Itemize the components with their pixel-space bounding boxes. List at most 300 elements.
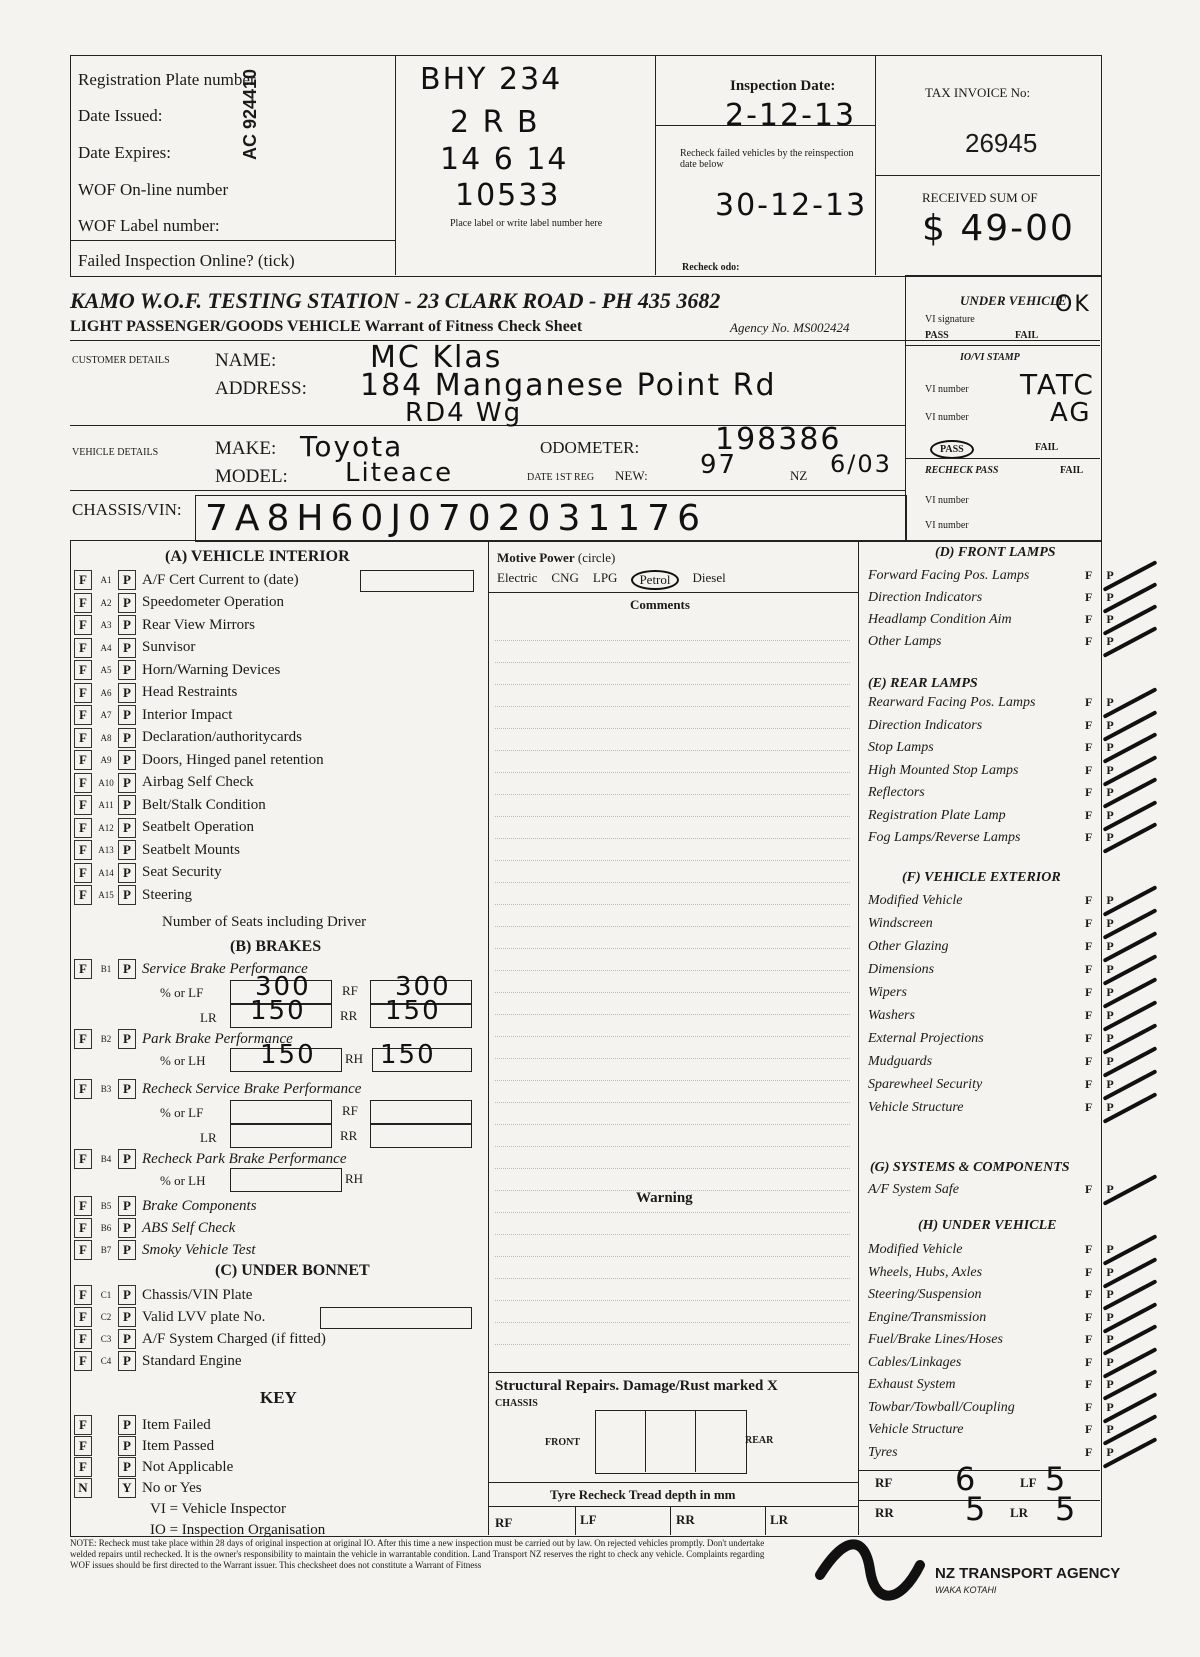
status-f[interactable]: F (74, 818, 92, 838)
item-label: Valid LVV plate No. (142, 1308, 266, 1325)
status-f[interactable]: F (1085, 1242, 1093, 1256)
status-f[interactable]: F (1085, 634, 1093, 648)
key-label: Item Passed (142, 1437, 215, 1454)
check-item-label: High Mounted Stop Lamps (868, 762, 1019, 778)
key-title: KEY (260, 1388, 297, 1407)
status-f[interactable]: F (1085, 1332, 1093, 1346)
item-code: A10 (98, 777, 114, 788)
make-label: MAKE: (215, 438, 277, 459)
status-p[interactable]: P (1106, 1031, 1114, 1045)
recheck-rr-box[interactable] (370, 1124, 472, 1148)
pass-fail-marks[interactable] (1085, 740, 1114, 755)
comment-line[interactable] (495, 640, 850, 641)
key-row (74, 1414, 211, 1436)
status-f[interactable]: F (1085, 1264, 1093, 1279)
tyre-rf-label: RF (495, 1515, 513, 1530)
status-f[interactable]: F (74, 570, 92, 590)
pass-fail-marks[interactable] (1085, 1077, 1114, 1092)
status-p[interactable]: P (1106, 1332, 1114, 1346)
pass-fail-marks[interactable] (1085, 962, 1114, 977)
status-f[interactable]: F (1085, 893, 1093, 907)
motive-circle-hint: (circle) (577, 550, 616, 565)
comment-line[interactable] (495, 1014, 850, 1015)
vi-number-label-3: VI number (925, 495, 969, 506)
odometer-value: 198386 (715, 422, 842, 457)
comment-line[interactable] (495, 1300, 850, 1301)
status-f[interactable]: F (1085, 740, 1093, 754)
recheck-rf-box[interactable] (370, 1100, 472, 1124)
checklist-row (74, 817, 254, 839)
vi-number-label-4: VI number (925, 520, 969, 531)
pass-label-2: PASS (930, 440, 974, 459)
status-p[interactable]: P (118, 638, 136, 658)
status-f[interactable]: F (74, 683, 92, 703)
item-label: A/F Cert Current to (date) (142, 571, 299, 588)
status-p[interactable]: P (118, 593, 136, 613)
pass-fail-marks[interactable] (1085, 590, 1114, 605)
date-expires-value: 14 6 14 (440, 142, 569, 177)
agency-number: Agency No. MS002424 (730, 320, 850, 335)
key-label: No or Yes (142, 1479, 202, 1496)
checklist-row (74, 862, 222, 884)
comment-line[interactable] (495, 970, 850, 971)
comment-line[interactable] (495, 1146, 850, 1147)
status-f[interactable]: F (1085, 985, 1093, 999)
pass-fail-marks[interactable] (1085, 830, 1114, 845)
received-sum-label: RECEIVED SUM OF (922, 190, 1038, 205)
status-f[interactable]: F (1085, 1077, 1093, 1091)
check-item-label: Mudguards (868, 1054, 933, 1069)
comment-line[interactable] (495, 1278, 850, 1279)
motive-electric[interactable]: Electric (497, 570, 538, 585)
check-item-label: Steering/Suspension (868, 1287, 982, 1302)
status-f[interactable]: F (74, 863, 92, 883)
status-f[interactable]: F (74, 638, 92, 658)
status-f[interactable]: F (74, 1351, 92, 1371)
comment-line[interactable] (495, 1234, 850, 1235)
check-item-label: Modified Vehicle (868, 1242, 963, 1257)
motive-lpg[interactable]: LPG (592, 570, 618, 585)
status-f[interactable]: F (74, 959, 92, 979)
brake-components-row: F B5 P Brake Components (74, 1195, 257, 1217)
status-f[interactable]: F (1085, 695, 1093, 709)
status-p[interactable]: P (118, 1307, 136, 1327)
wof-label-label: WOF Label number: (78, 216, 220, 235)
check-item-label: Engine/Transmission (868, 1309, 987, 1325)
brake-components-label: Brake Components (142, 1197, 257, 1214)
status-p[interactable]: P (1106, 717, 1114, 732)
abs-label: ABS Self Check (142, 1219, 236, 1236)
date-reg-label: DATE 1ST REG (527, 472, 595, 483)
status-p[interactable]: P (118, 1351, 136, 1371)
status-p[interactable]: P (1106, 612, 1114, 626)
comment-line[interactable] (495, 816, 850, 817)
checklist-row (74, 794, 266, 816)
status-p[interactable]: P (1106, 590, 1114, 604)
comment-line[interactable] (495, 1058, 850, 1059)
status-p[interactable]: P (1106, 695, 1114, 709)
comment-line[interactable] (495, 860, 850, 861)
nz-label: NZ (790, 468, 808, 483)
status-f[interactable]: F (1085, 962, 1093, 976)
park-brake-label: Park Brake Performance (142, 1030, 293, 1047)
status-p[interactable]: P (1106, 1444, 1114, 1459)
status-f[interactable]: F (74, 615, 92, 635)
comment-line[interactable] (495, 1080, 850, 1081)
lvv-plate-box[interactable] (320, 1307, 472, 1329)
comment-line[interactable] (495, 728, 850, 729)
status-p[interactable]: P (118, 1285, 136, 1305)
checklist-row (74, 1306, 265, 1328)
item-label: Sunvisor (142, 639, 196, 655)
status-f[interactable]: F (74, 728, 92, 748)
status-f[interactable]: F (1085, 568, 1093, 582)
status-p[interactable]: P (1106, 939, 1114, 953)
af-cert-date-box[interactable] (360, 570, 474, 592)
status-f[interactable]: F (1085, 1182, 1093, 1196)
service-brake-label: Service Brake Performance (142, 960, 308, 977)
checklist-row (74, 637, 195, 659)
status-p[interactable]: P (118, 959, 136, 979)
brake-park-row: F B2 P Park Brake Performance (74, 1028, 293, 1050)
checklist-row (74, 614, 255, 636)
item-code: A11 (98, 800, 114, 810)
status-p[interactable]: P (118, 1240, 136, 1260)
wof-online-value: 10533 (455, 178, 561, 213)
status-p[interactable]: P (118, 1218, 136, 1238)
comment-line[interactable] (495, 662, 850, 663)
status-p[interactable]: P (118, 1329, 136, 1349)
status-f[interactable]: F (1085, 1399, 1093, 1414)
comment-line[interactable] (495, 882, 850, 883)
status-p[interactable]: P (118, 1079, 136, 1099)
status-f[interactable]: F (74, 750, 92, 770)
chassis-label: CHASSIS/VIN: (72, 500, 182, 519)
recheck-lf-box[interactable] (230, 1100, 332, 1124)
item-code: C1 (100, 1290, 112, 1300)
status-f[interactable]: F (74, 1149, 92, 1169)
park-rh-value: 150 (380, 1040, 436, 1070)
checklist-row (74, 592, 284, 614)
check-item-label: External Projections (868, 1031, 984, 1046)
status-p[interactable]: P (1106, 1100, 1114, 1114)
item-code: A3 (100, 620, 112, 630)
status-f[interactable]: F (74, 1307, 92, 1327)
comment-line[interactable] (495, 1322, 850, 1323)
status-p[interactable]: P (1106, 830, 1114, 844)
pass-fail-marks[interactable] (1085, 695, 1114, 710)
status-p[interactable]: P (118, 1196, 136, 1216)
status-f[interactable]: F (74, 1029, 92, 1049)
pass-fail-marks[interactable] (1085, 1377, 1114, 1392)
vi-number-label-2: VI number (925, 412, 969, 423)
comment-line[interactable] (495, 684, 850, 685)
pass-fail-marks[interactable] (1085, 1182, 1114, 1197)
comment-line[interactable] (495, 772, 850, 773)
status-f[interactable]: F (1085, 830, 1093, 844)
pass-fail-marks[interactable] (1085, 1287, 1114, 1302)
chassis-diagram[interactable] (595, 1410, 747, 1474)
status-p[interactable]: P (118, 1149, 136, 1169)
status-p[interactable]: P (1106, 1309, 1114, 1324)
inspection-date-value: 2-12-13 (725, 98, 857, 133)
failed-online-label: Failed Inspection Online? (tick) (78, 251, 295, 270)
checklist-row (74, 749, 324, 771)
recheck-rr-label: RR (340, 1128, 358, 1143)
check-item-label: Vehicle Structure (868, 1422, 964, 1437)
status-f[interactable]: F (1085, 1354, 1093, 1369)
section-b-title: (B) BRAKES (230, 938, 322, 955)
comment-line[interactable] (495, 904, 850, 905)
status-p[interactable]: P (1106, 740, 1114, 754)
status-f[interactable]: F (74, 660, 92, 680)
comment-line[interactable] (495, 838, 850, 839)
check-item-label: Wheels, Hubs, Axles (868, 1264, 983, 1280)
check-item-label: Other Lamps (868, 634, 942, 649)
pass-fail-marks[interactable] (1085, 1332, 1114, 1347)
odometer-label: ODOMETER: (540, 438, 640, 457)
comment-line[interactable] (495, 1124, 850, 1125)
comment-line[interactable] (495, 992, 850, 993)
park-rh-label: RH (345, 1051, 364, 1066)
motive-title: Motive Power (497, 550, 575, 565)
check-item-label: Modified Vehicle (868, 893, 963, 908)
status-f[interactable]: F (1085, 1422, 1093, 1436)
status-f[interactable]: F (74, 795, 92, 815)
new-value: 97 (700, 450, 738, 480)
comment-line[interactable] (495, 1102, 850, 1103)
status-p[interactable]: P (1106, 1008, 1114, 1022)
comment-line[interactable] (495, 948, 850, 949)
check-item-label: Sparewheel Security (868, 1077, 983, 1092)
status-p[interactable]: P (1106, 1287, 1114, 1301)
status-f[interactable]: F (1085, 1287, 1093, 1301)
comment-line[interactable] (495, 750, 850, 751)
item-label: Declaration/authoritycards (142, 729, 302, 745)
comment-line[interactable] (495, 1344, 850, 1345)
pass-fail-marks[interactable] (1085, 1355, 1114, 1370)
status-f[interactable]: F (74, 1079, 92, 1099)
received-sum-value: $ 49-00 (922, 208, 1075, 249)
status-f[interactable]: F (74, 773, 92, 793)
pass-fail-marks[interactable] (1085, 1400, 1114, 1415)
status-p[interactable]: P (118, 615, 136, 635)
status-f[interactable]: F (1085, 717, 1093, 732)
comments-label: Comments (630, 597, 690, 612)
status-p[interactable]: P (118, 660, 136, 680)
status-p[interactable]: P (118, 840, 136, 860)
section-f-title: (F) VEHICLE EXTERIOR (902, 870, 1061, 885)
status-f[interactable]: F (1085, 1100, 1093, 1114)
pass-fail-marks[interactable] (1085, 634, 1114, 649)
item-label: Airbag Self Check (142, 774, 254, 790)
checklist-row (74, 884, 192, 906)
item-code: A8 (100, 732, 112, 743)
status-f[interactable]: F (1085, 785, 1093, 799)
service-lr-value: 150 (250, 996, 306, 1026)
pass-fail-marks[interactable] (1085, 893, 1114, 908)
smoky-label: Smoky Vehicle Test (142, 1241, 256, 1258)
status-p[interactable]: P (118, 728, 136, 748)
pass-fail-marks[interactable] (1085, 1422, 1114, 1437)
check-item-label: A/F System Safe (868, 1182, 959, 1197)
status-f[interactable]: F (74, 885, 92, 905)
pass-fail-marks[interactable] (1085, 939, 1114, 954)
pass-label-1: PASS (925, 330, 949, 341)
status-p[interactable]: P (1106, 1182, 1114, 1196)
item-label: Standard Engine (142, 1352, 242, 1369)
status-f[interactable]: F (1085, 1444, 1093, 1459)
status-p[interactable]: P (1106, 985, 1114, 999)
status-p[interactable]: P (1106, 962, 1114, 976)
label-hint: Place label or write label number here (450, 218, 603, 229)
comment-line[interactable] (495, 794, 850, 795)
service-rr-label: RR (340, 1008, 358, 1023)
comment-line[interactable] (495, 926, 850, 927)
status-p[interactable]: P (1106, 762, 1114, 777)
status-p[interactable]: P (118, 773, 136, 793)
status-f[interactable]: F (74, 1218, 92, 1238)
status-f[interactable]: F (74, 1240, 92, 1260)
pass-fail-marks[interactable] (1085, 1008, 1114, 1023)
pass-fail-marks[interactable] (1085, 1054, 1114, 1069)
check-item-label: Cables/Linkages (868, 1354, 962, 1370)
date-expires-label: Date Expires: (78, 143, 171, 162)
agency-maori: WAKA KOTAHI (935, 1585, 997, 1595)
side-serial-code: AC 924410 (240, 68, 260, 160)
status-p[interactable]: P (1106, 1354, 1114, 1369)
tyre-right-lr-value: 5 (1055, 1490, 1078, 1528)
reg-plate-label: Registration Plate number (78, 70, 256, 89)
motive-petrol[interactable]: Petrol (631, 570, 678, 590)
item-code: A9 (100, 755, 112, 765)
check-item-label: Windscreen (868, 916, 933, 931)
recheck-lr-box[interactable] (230, 1124, 332, 1148)
brake-service-row: F B1 P Service Brake Performance (74, 958, 308, 980)
status-p[interactable]: P (118, 570, 136, 590)
pass-fail-marks[interactable] (1085, 718, 1114, 733)
status-f[interactable]: F (1085, 939, 1093, 953)
status-p[interactable]: P (1106, 1422, 1114, 1436)
status-p[interactable]: P (1106, 807, 1114, 822)
item-code: A12 (98, 822, 114, 833)
structural-label: Structural Repairs. Damage/Rust marked X (495, 1378, 778, 1394)
item-code: A2 (100, 597, 112, 608)
status-p[interactable]: P (118, 795, 136, 815)
status-p[interactable]: P (118, 750, 136, 770)
status-f[interactable]: F (74, 705, 92, 725)
item-code: C2 (100, 1312, 112, 1322)
status-p[interactable]: P (1106, 1242, 1114, 1256)
pass-fail-marks[interactable] (1085, 1265, 1114, 1280)
status-f[interactable]: F (74, 593, 92, 613)
status-f[interactable]: F (1085, 590, 1093, 604)
fail-label-1: FAIL (1015, 330, 1039, 341)
brake-recheck-park-row: F B4 P Recheck Park Brake Performance (74, 1148, 347, 1170)
pass-fail-marks[interactable] (1085, 1242, 1114, 1257)
motive-cng[interactable]: CNG (551, 570, 579, 585)
pass-fail-marks[interactable] (1085, 916, 1114, 931)
status-p[interactable]: P (1106, 1054, 1114, 1068)
checklist-row (74, 1328, 326, 1350)
address-line2: RD4 Wg (405, 398, 523, 428)
status-f[interactable]: F (74, 1196, 92, 1216)
status-f[interactable]: F (1085, 762, 1093, 777)
status-p[interactable]: P (1106, 1377, 1114, 1391)
chassis-value: 7A8H60J0702031176 (205, 498, 707, 539)
address-line1: 184 Manganese Point Rd (360, 368, 777, 403)
check-item-label: Fuel/Brake Lines/Hoses (868, 1332, 1003, 1347)
status-p[interactable]: P (118, 818, 136, 838)
comment-line[interactable] (495, 1036, 850, 1037)
status-p[interactable]: P (118, 705, 136, 725)
status-p[interactable]: P (118, 683, 136, 703)
status-p[interactable]: P (118, 1029, 136, 1049)
pass-fail-marks[interactable] (1085, 808, 1114, 823)
status-p[interactable]: P (118, 863, 136, 883)
comment-line[interactable] (495, 1168, 850, 1169)
pass-fail-marks[interactable] (1085, 1310, 1114, 1325)
pass-fail-marks[interactable] (1085, 985, 1114, 1000)
item-label: Head Restraints (142, 684, 238, 700)
comment-line[interactable] (495, 706, 850, 707)
pass-fail-marks[interactable] (1085, 785, 1114, 800)
check-item-label: Towbar/Towball/Coupling (868, 1399, 1015, 1415)
status-f[interactable]: F (74, 1285, 92, 1305)
status-f[interactable]: F (74, 1329, 92, 1349)
checklist-row (74, 569, 299, 591)
status-p[interactable]: P (118, 885, 136, 905)
status-f[interactable]: F (1085, 916, 1093, 930)
status-f[interactable]: F (1085, 1309, 1093, 1324)
status-p[interactable]: P (1106, 785, 1114, 799)
status-p[interactable]: P (1106, 1264, 1114, 1279)
comment-line[interactable] (495, 1256, 850, 1257)
key-label: IO = Inspection Organisation (150, 1521, 326, 1538)
pass-fail-marks[interactable] (1085, 763, 1114, 778)
pass-fail-marks[interactable] (1085, 612, 1114, 627)
recheck-lr-label: LR (200, 1130, 217, 1145)
status-p[interactable]: P (1106, 568, 1114, 582)
comment-line[interactable] (495, 1212, 850, 1213)
status-f[interactable]: F (1085, 1031, 1093, 1045)
status-f[interactable]: F (1085, 807, 1093, 822)
status-p[interactable]: P (1106, 1399, 1114, 1414)
pass-fail-marks[interactable] (1085, 1445, 1114, 1460)
pass-fail-marks[interactable] (1085, 568, 1114, 583)
pass-fail-marks[interactable] (1085, 1031, 1114, 1046)
status-p[interactable]: P (1106, 1077, 1114, 1091)
check-item-label: Headlamp Condition Aim (868, 612, 1012, 627)
status-f[interactable]: F (1085, 1008, 1093, 1022)
customer-section-label: CUSTOMER DETAILS (72, 355, 170, 366)
status-f[interactable]: F (1085, 1054, 1093, 1068)
pass-fail-marks[interactable] (1085, 1100, 1114, 1115)
seats-label: Number of Seats including Driver (162, 914, 367, 930)
status-p[interactable]: P (1106, 916, 1114, 930)
status-f[interactable]: F (1085, 1377, 1093, 1391)
motive-diesel[interactable]: Diesel (692, 570, 726, 585)
recheck-lh-box[interactable] (230, 1168, 342, 1192)
status-p[interactable]: P (1106, 634, 1114, 648)
key-symbol-b: Y (118, 1478, 136, 1498)
status-f[interactable]: F (74, 840, 92, 860)
status-p[interactable]: P (1106, 893, 1114, 907)
status-f[interactable]: F (1085, 612, 1093, 626)
check-item-label: Other Glazing (868, 939, 949, 954)
footer-note: NOTE: Recheck must take place within 28 days of original inspection at original IO. After this time a new inspection must be carried out by law. On rejected vehicles promptly. Don't undertake welded repairs until rechecked. It is the owner's responsibility to maintain the vehicle in warrantable condition. Land Transport NZ reserves the right to check any vehicle. Complaints regarding WOF issues should be first directed to the Warrant issuer. This checksheet does not constitute a Warrant of Fitness (70, 1538, 765, 1570)
item-code: A13 (98, 845, 114, 855)
